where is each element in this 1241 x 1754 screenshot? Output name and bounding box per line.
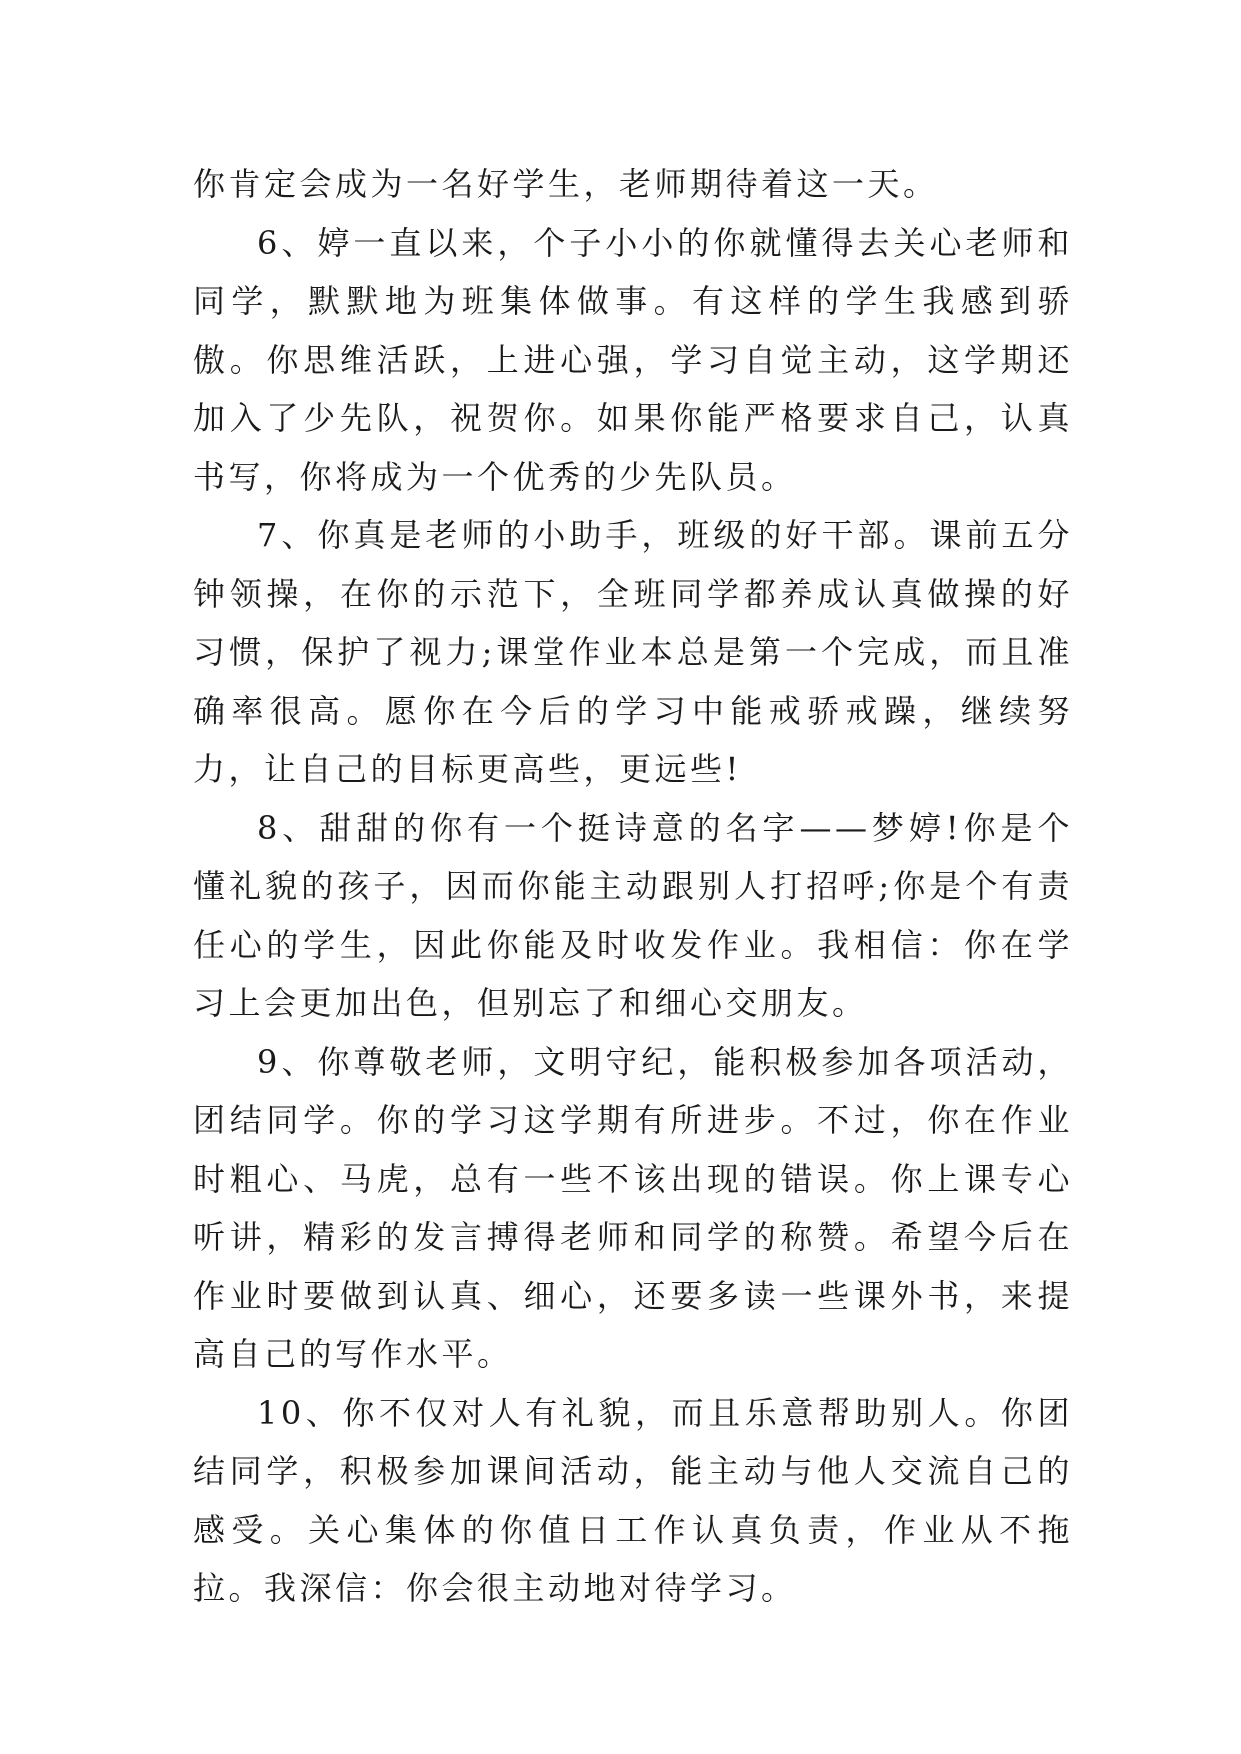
comment-paragraph-8: 8、甜甜的你有一个挺诗意的名字——梦婷!你是个懂礼貌的孩子，因而你能主动跟别人打招呼;你是个有责任心的学生，因此你能及时收发作业。我相信：你在学习上会更加出色，但别忘了和细心交朋友。 (193, 808, 1073, 1022)
comment-paragraph-9: 9、你尊敬老师，文明守纪，能积极参加各项活动，团结同学。你的学习这学期有所进步。不过，你在作业时粗心、马虎，总有一些不该出现的错误。你上课专心听讲，精彩的发言搏得老师和同学的称赞。希望今后在作业时要做到认真、细心，还要多读一些课外书，来提高自己的写作水平。 (193, 1042, 1073, 1373)
paragraph-continuation: 你肯定会成为一名好学生，老师期待着这一天。 (193, 165, 939, 203)
document-body (193, 155, 1073, 1618)
comment-paragraph-6: 6、婷一直以来，个子小小的你就懂得去关心老师和同学，默默地为班集体做事。有这样的学生我感到骄傲。你思维活跃，上进心强，学习自觉主动，这学期还加入了少先队，祝贺你。如果你能严格要求自己，认真书写，你将成为一个优秀的少先队员。 (193, 223, 1073, 496)
comment-paragraph-7: 7、你真是老师的小助手，班级的好干部。课前五分钟领操，在你的示范下，全班同学都养成认真做操的好习惯，保护了视力;课堂作业本总是第一个完成，而且准确率很高。愿你在今后的学习中能戒骄戒躁，继续努力，让自己的目标更高些，更远些! (193, 516, 1073, 788)
comment-paragraph-10: 10、你不仅对人有礼貌，而且乐意帮助别人。你团结同学，积极参加课间活动，能主动与他人交流自己的感受。关心集体的你值日工作认真负责，作业从不拖拉。我深信：你会很主动地对待学习。 (193, 1393, 1073, 1607)
